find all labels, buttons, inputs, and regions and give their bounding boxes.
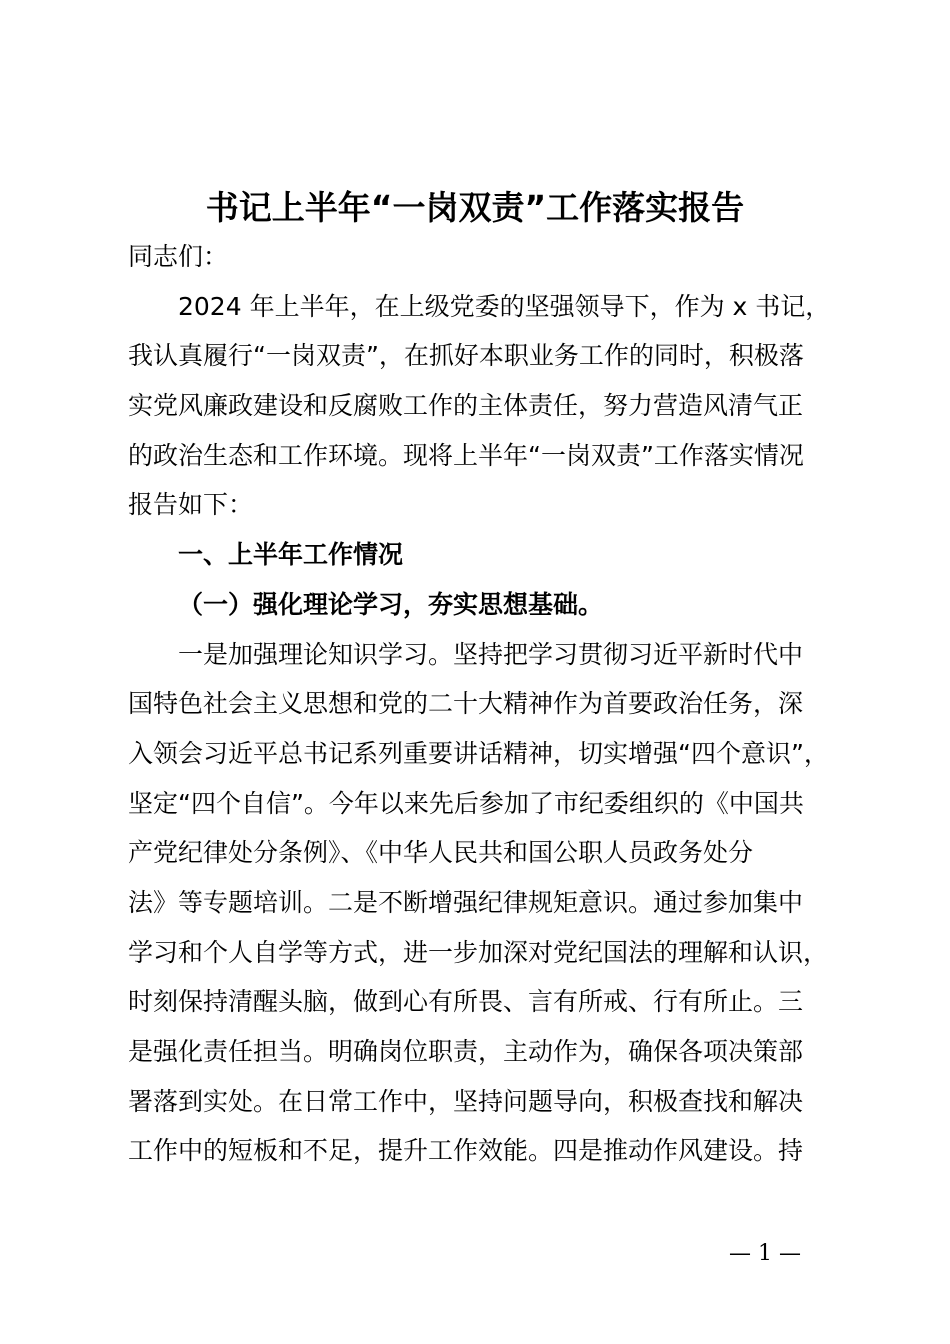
paragraph-line: 2024 年上半年，在上级党委的坚强领导下，作为 x 书记，	[178, 291, 831, 321]
document-body	[128, 232, 856, 1176]
paragraph-line: 时刻保持清醒头脑，做到心有所畏、言有所戒、行有所止。三	[128, 987, 804, 1017]
paragraph-line: 是强化责任担当。明确岗位职责，主动作为，确保各项决策部	[128, 1037, 804, 1066]
paragraph-line: 实党风廉政建设和反腐败工作的主体责任，努力营造风清气正	[128, 391, 804, 421]
paragraph-line: 一是加强理论知识学习。坚持把学习贯彻习近平新时代中	[178, 639, 804, 669]
paragraph-line: 学习和个人自学等方式，进一步加深对党纪国法的理解和认识，	[128, 937, 829, 967]
section-heading: 一、上半年工作情况	[178, 540, 404, 570]
paragraph-line: 坚定“四个自信”。今年以来先后参加了市纪委组织的《中国共	[128, 788, 804, 818]
paragraph-line: 工作中的短板和不足，提升工作效能。四是推动作风建设。持	[128, 1136, 804, 1166]
paragraph-line: 法》等专题培训。二是不断增强纪律规矩意识。通过参加集中	[128, 887, 804, 917]
paragraph-line: 署落到实处。在日常工作中，坚持问题导向，积极查找和解决	[128, 1086, 804, 1116]
paragraph-line: 的政治生态和工作环境。现将上半年“一岗双责”工作落实情况	[128, 440, 804, 470]
paragraph-line: 国特色社会主义思想和党的二十大精神作为首要政治任务，深	[128, 689, 804, 719]
page-number: — 1 —	[729, 1241, 801, 1266]
paragraph-line: 我认真履行“一岗双责”，在抓好本职业务工作的同时，积极落	[128, 341, 804, 371]
document-title: 书记上半年“一岗双责”工作落实报告	[205, 188, 745, 227]
subsection-heading: （一）强化理论学习，夯实思想基础。	[178, 589, 604, 619]
paragraph-line: 产党纪律处分条例》、《中华人民共和国公职人员政务处分	[128, 838, 754, 868]
salutation: 同志们：	[128, 242, 229, 271]
paragraph-line: 入领会习近平总书记系列重要讲话精神，切实增强“四个意识”，	[128, 738, 829, 768]
paragraph-line: 报告如下：	[128, 490, 254, 520]
